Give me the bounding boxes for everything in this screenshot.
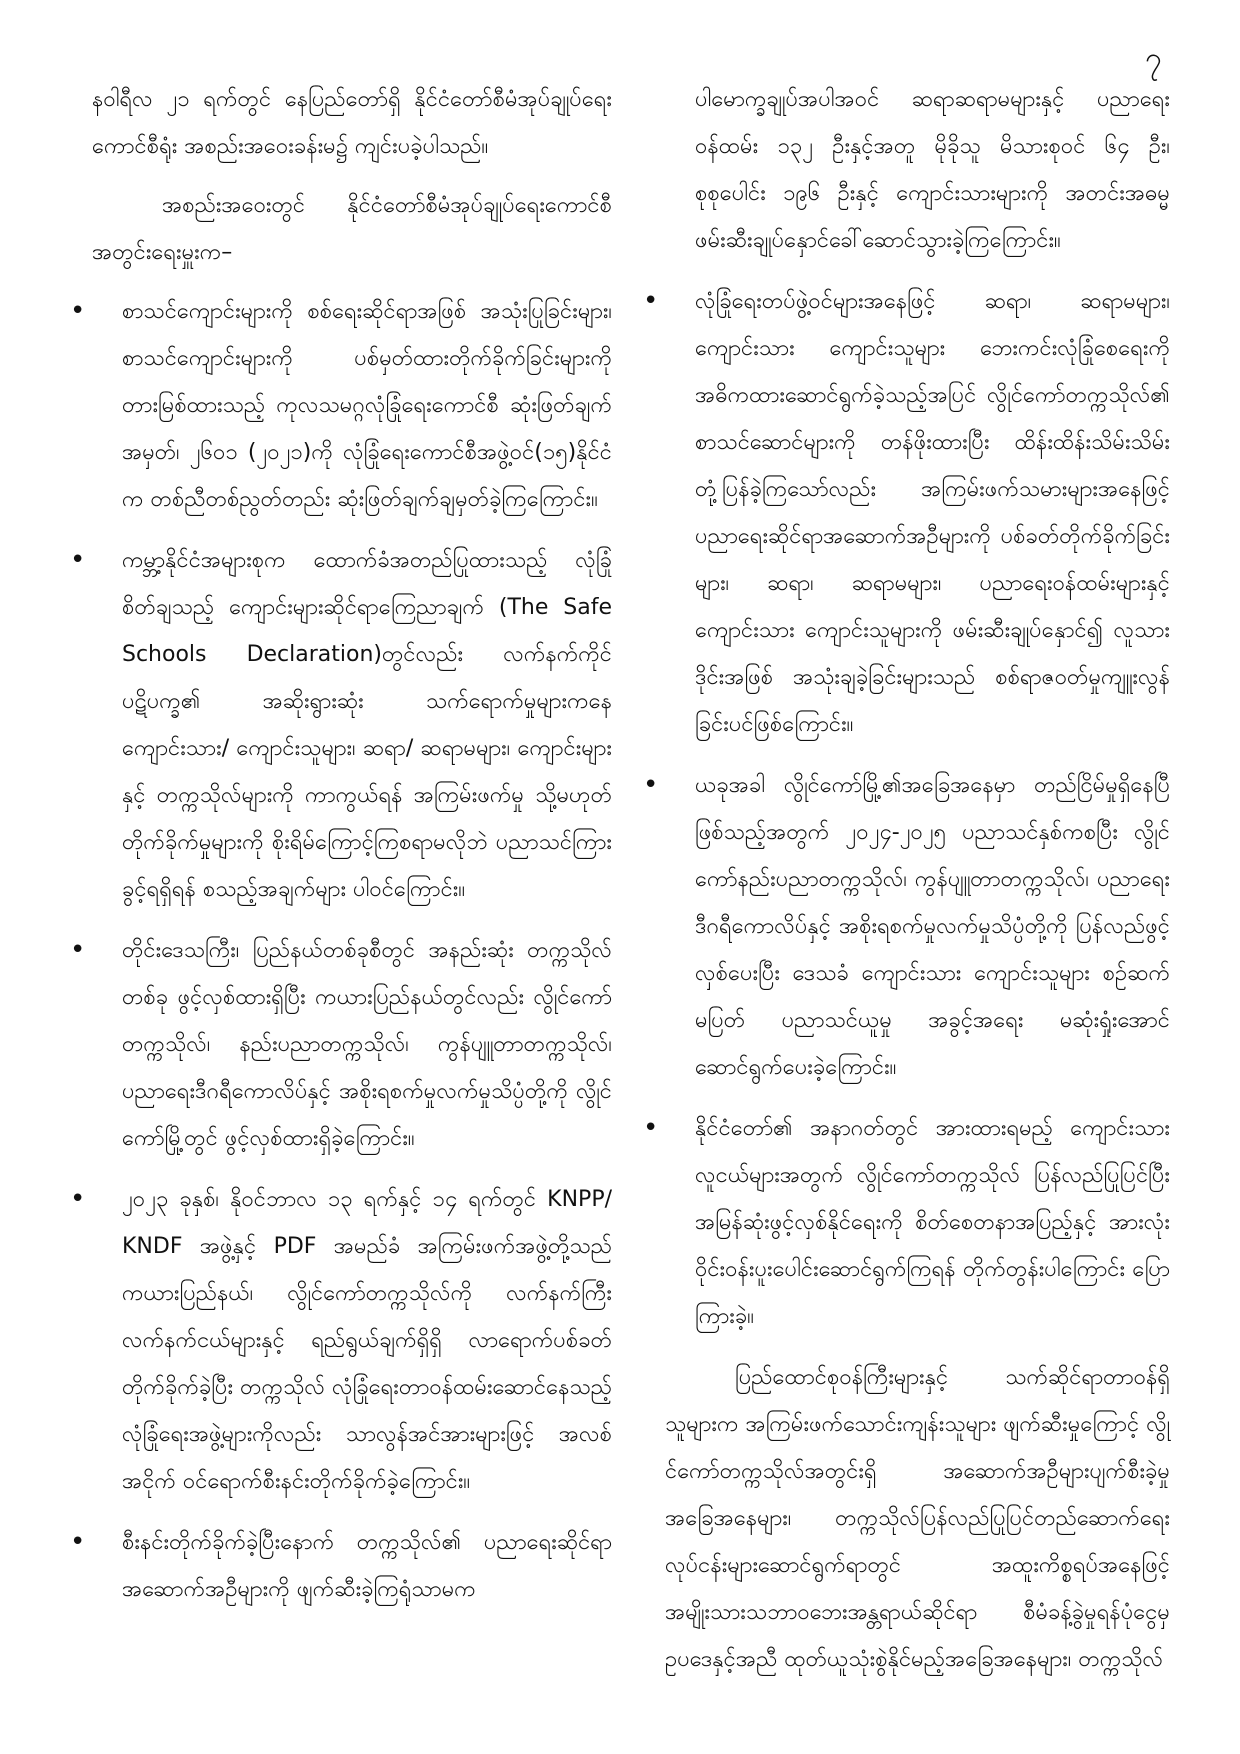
paragraph: နဝါရီလ ၂၁ ရက်တွင် နေပြည်တော်ရှိ နိုင်ငံတော်စီမံအုပ်ချုပ်ရေးကောင်စီရုံး အစည်းအဝေးခန်းမ၌ ကျင်းပခဲ့ပါသည်။: [92, 87, 612, 159]
list-item-text: စီးနင်းတိုက်ခိုက်ခဲ့ပြီးနောက် တက္ကသိုလ်၏ ပညာရေးဆိုင်ရာ အဆောက်အဦများကို ဖျက်ဆီးခဲ့ကြရုံသာမက: [122, 1530, 612, 1602]
bullet-icon: •: [70, 296, 86, 326]
list-item: [70, 288, 612, 523]
list-item-text: စာသင်ကျောင်းများကို စစ်ရေးဆိုင်ရာအဖြစ် အသုံးပြုခြင်းများ၊ စာသင်ကျောင်းများကို ပစ်မှတ်ထားတိုက်ခိုက်ခြင်းများကို တားမြစ်ထားသည့် ကုလသမဂ္ဂလုံခြုံရေးကောင်စီ ဆုံးဖြတ်ချက်အမှတ်၊ ၂၆၀၁ (၂၀၂၁)ကို လုံခြုံရေးကောင်စီအဖွဲ့ဝင်(၁၅)နိုင်ငံက တစ်ညီတစ်ညွတ်တည်း ဆုံးဖြတ်ချက်ချမှတ်ခဲ့ကြကြောင်း။: [122, 299, 612, 512]
list-item-text: ယခုအခါ လွိုင်ကော်မြို့၏အခြေအနေမှာ တည်ငြိမ်မှုရှိနေပြီဖြစ်သည့်အတွက် ၂၀၂၄-၂၀၂၅ ပညာသင်နှစ်ကစပြီး လွိုင်ကော်နည်းပညာတက္ကသိုလ်၊ ကွန်ပျူတာတက္ကသိုလ်၊ ပညာရေးဒီဂရီကောလိပ်နှင့် အစိုးရစက်မှုလက်မှုသိပ္ပံတို့ကို ပြန်လည်ဖွင့်လှစ်ပေးပြီး ဒေသခံ ကျောင်းသား ကျောင်းသူများ စဉ်ဆက်မပြတ် ပညာသင်ယူမှု အခွင့်အရေး မဆုံးရှုံးအောင် ဆောင်ရွက်ပေးခဲ့ကြောင်း။: [695, 773, 1170, 1080]
paragraph: အစည်းအဝေးတွင် နိုင်ငံတော်စီမံအုပ်ချုပ်ရေးကောင်စီ အတွင်းရေးမှူးက–: [92, 193, 612, 265]
bullet-icon: •: [643, 770, 659, 800]
list-item: [643, 278, 1170, 748]
bullet-icon: •: [643, 286, 659, 316]
list-item-text: နိုင်ငံတော်၏ အနာဂတ်တွင် အားထားရမည့် ကျောင်းသားလူငယ်များအတွက် လွိုင်ကော်တက္ကသိုလ် ပြန်လည်ပြုပြင်ပြီး အမြန်ဆုံးဖွင့်လှစ်နိုင်ရေးကို စိတ်စေတနာအပြည့်နှင့် အားလုံးဝိုင်းဝန်းပူးပေါင်းဆောင်ရွက်ကြရန် တိုက်တွန်းပါကြောင်း ပြောကြားခဲ့။: [695, 1116, 1170, 1329]
list-item-text: ကမ္ဘာ့နိုင်ငံအများစုက ထောက်ခံအတည်ပြုထားသည့် လုံခြုံစိတ်ချသည့် ကျောင်းများဆိုင်ရာကြေညာချက် (The Safe Schools Declaration)တွင်လည်း လက်နက်ကိုင်ပဋိပက္ခ၏ အဆိုးရွားဆုံး သက်ရောက်မှုများကနေ ကျောင်းသား/ ကျောင်းသူများ၊ ဆရာ/ ဆရာမများ၊ ကျောင်းများနှင့် တက္ကသိုလ်များကို ကာကွယ်ရန် အကြမ်းဖက်မှု သို့မဟုတ် တိုက်ခိုက်မှုများကို စိုးရိမ်ကြောင့်ကြစရာမလိုဘဲ ပညာသင်ကြားခွင့်ရရှိရန် စသည့်အချက်များ ပါဝင်ကြောင်း။: [122, 548, 612, 902]
right-column: [643, 76, 1170, 1695]
left-column: [70, 76, 612, 1627]
bullet-icon: •: [70, 1184, 86, 1214]
list-item: [70, 537, 612, 913]
list-item: [70, 1176, 612, 1505]
list-item-text: ၂၀၂၃ ခုနှစ်၊ နိုဝင်ဘာလ ၁၃ ရက်နှင့် ၁၄ ရက်တွင် KNPP/ KNDF အဖွဲ့နှင့် PDF အမည်ခံ အကြမ်းဖက်အဖွဲ့တို့သည် ကယားပြည်နယ်၊ လွိုင်ကော်တက္ကသိုလ်ကို လက်နက်ကြီး လက်နက်ငယ်များနှင့် ရည်ရွယ်ချက်ရှိရှိ လာရောက်ပစ်ခတ်တိုက်ခိုက်ခဲ့ပြီး တက္ကသိုလ် လုံခြုံရေးတာဝန်ထမ်းဆောင်နေသည့် လုံခြုံရေးအဖွဲ့များကိုလည်း သာလွန်အင်အားများဖြင့် အလစ်အငိုက် ဝင်ရောက်စီးနင်းတိုက်ခိုက်ခဲ့ကြောင်း။: [122, 1187, 612, 1494]
list-item-text: လုံခြုံရေးတပ်ဖွဲ့ဝင်များအနေဖြင့် ဆရာ၊ ဆရာမများ၊ ကျောင်းသား ကျောင်းသူများ ဘေးကင်းလုံခြုံစေရေးကို အဓိကထားဆောင်ရွက်ခဲ့သည့်အပြင် လွိုင်ကော်တက္ကသိုလ်၏ စာသင်ဆောင်များကို တန်ဖိုးထားပြီး ထိန်းထိန်းသိမ်းသိမ်း တုံ့ပြန်ခဲ့ကြသော်လည်း အကြမ်းဖက်သမားများအနေဖြင့် ပညာရေးဆိုင်ရာအဆောက်အဦများကို ပစ်ခတ်တိုက်ခိုက်ခြင်းများ၊ ဆရာ၊ ဆရာမများ၊ ပညာရေးဝန်ထမ်းများနှင့် ကျောင်းသား ကျောင်းသူများကို ဖမ်းဆီးချုပ်နှောင်၍ လူသားဒိုင်းအဖြစ် အသုံးချခဲ့ခြင်းများသည် စစ်ရာဇဝတ်မှုကျူးလွန်ခြင်းပင်ဖြစ်ကြောင်း။: [695, 289, 1170, 737]
bullet-icon: •: [70, 935, 86, 965]
bullet-icon: •: [70, 545, 86, 575]
list-item: [643, 1105, 1170, 1340]
paragraph: ပြည်ထောင်စုဝန်ကြီးများနှင့် သက်ဆိုင်ရာတာဝန်ရှိသူများက အကြမ်းဖက်သောင်းကျန်းသူများ ဖျက်ဆီးမှုကြောင့် လွိုင်ကော်တက္ကသိုလ်အတွင်းရှိ အဆောက်အဦများပျက်စီးခဲ့မှု အခြေအနေများ၊ တက္ကသိုလ်ပြန်လည်ပြုပြင်တည်ဆောက်ရေး လုပ်ငန်းများဆောင်ရွက်ရာတွင် အထူးကိစ္စရပ်အနေဖြင့် အမျိုးသားသဘာဝဘေးအန္တရာယ်ဆိုင်ရာ စီမံခန့်ခွဲမှုရန်ပုံငွေမှ ဥပဒေနှင့်အညီ ထုတ်ယူသုံးစွဲနိုင်မည့်အခြေအနေများ၊ တက္ကသိုလ်: [665, 1365, 1170, 1672]
bullet-icon: •: [643, 1113, 659, 1143]
bullet-icon: •: [70, 1527, 86, 1557]
list-item-continuation: ပါမောက္ခချုပ်အပါအဝင် ဆရာဆရာမများနှင့် ပညာရေးဝန်ထမ်း ၁၃၂ ဦးနှင့်အတူ မိုခိုသူ မိသားစုဝင် ၆၄ ဦး၊ စုစုပေါင်း ၁၉၆ ဦးနှင့် ကျောင်းသားများကို အတင်းအဓမ္မ ဖမ်းဆီးချုပ်နှောင်ခေါ်ဆောင်သွားခဲ့ကြကြောင်း။: [695, 87, 1170, 253]
list-item-text: တိုင်းဒေသကြီး၊ ပြည်နယ်တစ်ခုစီတွင် အနည်းဆုံး တက္ကသိုလ်တစ်ခု ဖွင့်လှစ်ထားရှိပြီး ကယားပြည်နယ်တွင်လည်း လွိုင်ကော်တက္ကသိုလ်၊ နည်းပညာတက္ကသိုလ်၊ ကွန်ပျူတာတက္ကသိုလ်၊ ပညာရေးဒီဂရီကောလိပ်နှင့် အစိုးရစက်မှုလက်မှုသိပ္ပံတို့ကို လွိုင်ကော်မြို့တွင် ဖွင့်လှစ်ထားရှိခဲ့ကြောင်း။: [122, 938, 612, 1151]
list-item: [643, 762, 1170, 1091]
list-item: [70, 927, 612, 1162]
page-number: ၇: [1145, 41, 1162, 76]
bullet-list: [643, 278, 1170, 1340]
list-item: [70, 1519, 612, 1613]
bullet-list: [70, 288, 612, 1613]
